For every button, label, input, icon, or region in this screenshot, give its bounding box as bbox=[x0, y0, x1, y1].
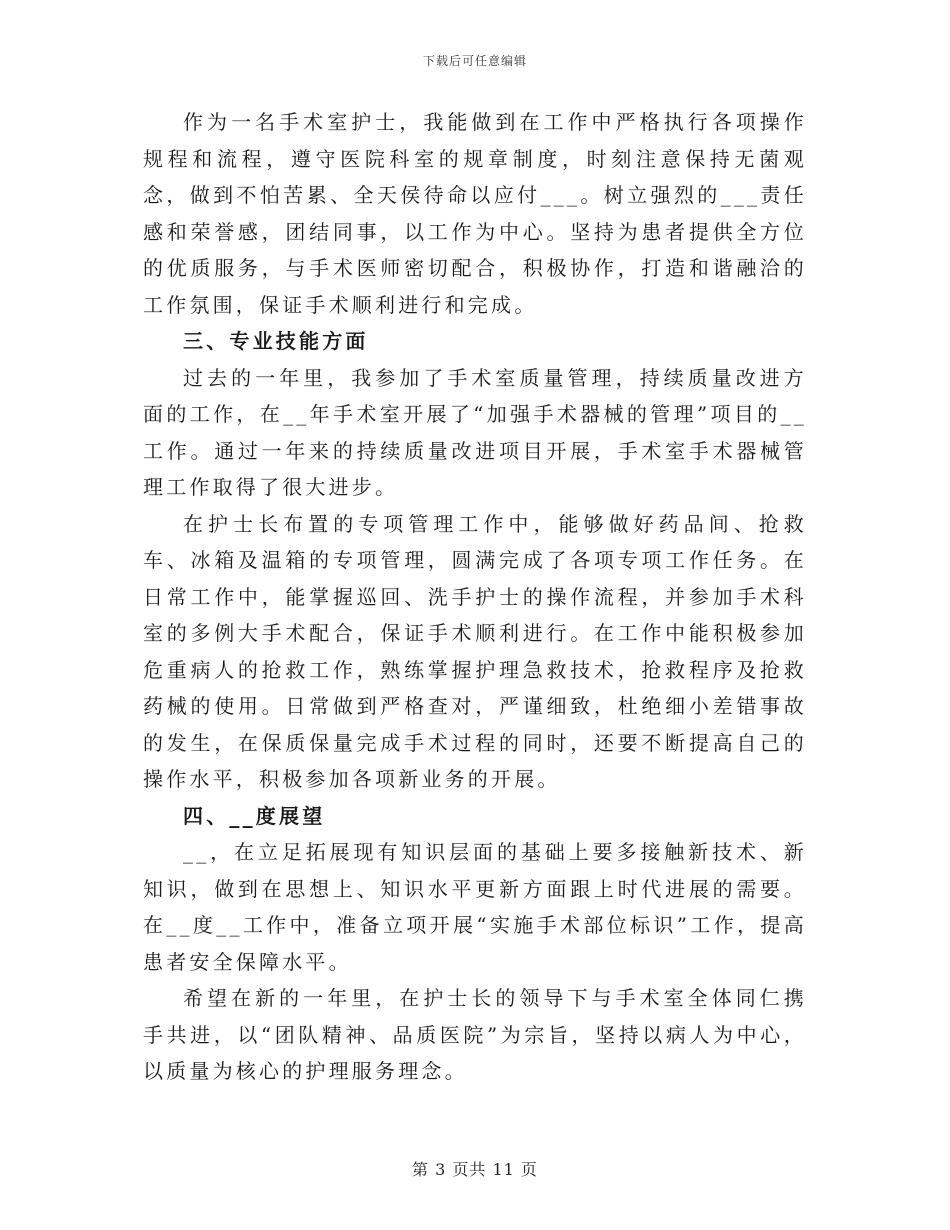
paragraph-special-management: 在护士长布置的专项管理工作中，能够做好药品间、抢救车、冰箱及温箱的专项管理，圆满完成了各项专项工作任务。在日常工作中，能掌握巡回、洗手护士的操作流程，并参加手术科室的多例大手术配合，保证手术顺利进行。在工作中能积极参加危重病人的抢救工作，熟练掌握护理急救技术，抢救程序及抢救药械的使用。日常做到严格查对，严谨细致，杜绝细小差错事故的发生，在保质保量完成手术过程的同时，还要不断提高自己的操作水平，积极参加各项新业务的开展。 bbox=[143, 511, 807, 791]
paragraph-work-attitude: 作为一名手术室护士，我能做到在工作中严格执行各项操作规程和流程，遵守医院科室的规章制度，时刻注意保持无菌观念，做到不怕苦累、全天侯待命以应付___。树立强烈的___责任感和荣誉感，团结同事，以工作为中心。坚持为患者提供全方位的优质服务，与手术医师密切配合，积极协作，打造和谐融洽的工作氛围，保证手术顺利进行和完成。 bbox=[143, 110, 807, 317]
paragraph-hope: 希望在新的一年里，在护士长的领导下与手术室全体同仁携手共进，以“团队精神、品质医院”为宗旨，坚持以病人为中心，以质量为核心的护理服务理念。 bbox=[143, 986, 807, 1083]
section-heading-professional-skills: 三、专业技能方面 bbox=[183, 329, 369, 353]
page-footer: 第 3 页共 11 页 bbox=[412, 1160, 538, 1179]
document-body bbox=[143, 104, 807, 1090]
section-heading-outlook: 四、__度展望 bbox=[183, 803, 326, 828]
page-header: 下载后可任意编辑 bbox=[422, 54, 527, 68]
paragraph-outlook: __，在立足拓展现有知识层面的基础上要多接触新技术、新知识，做到在思想上、知识水平更新方面跟上时代进展的需要。在__度__工作中，准备立项开展“实施手术部位标识”工作，提高患者安全保障水平。 bbox=[143, 840, 807, 974]
paragraph-quality-management: 过去的一年里，我参加了手术室质量管理，持续质量改进方面的工作，在__年手术室开展了“加强手术器械的管理”项目的__工作。通过一年来的持续质量改进项目开展，手术室手术器械管理工作取得了很大进步。 bbox=[143, 365, 807, 499]
